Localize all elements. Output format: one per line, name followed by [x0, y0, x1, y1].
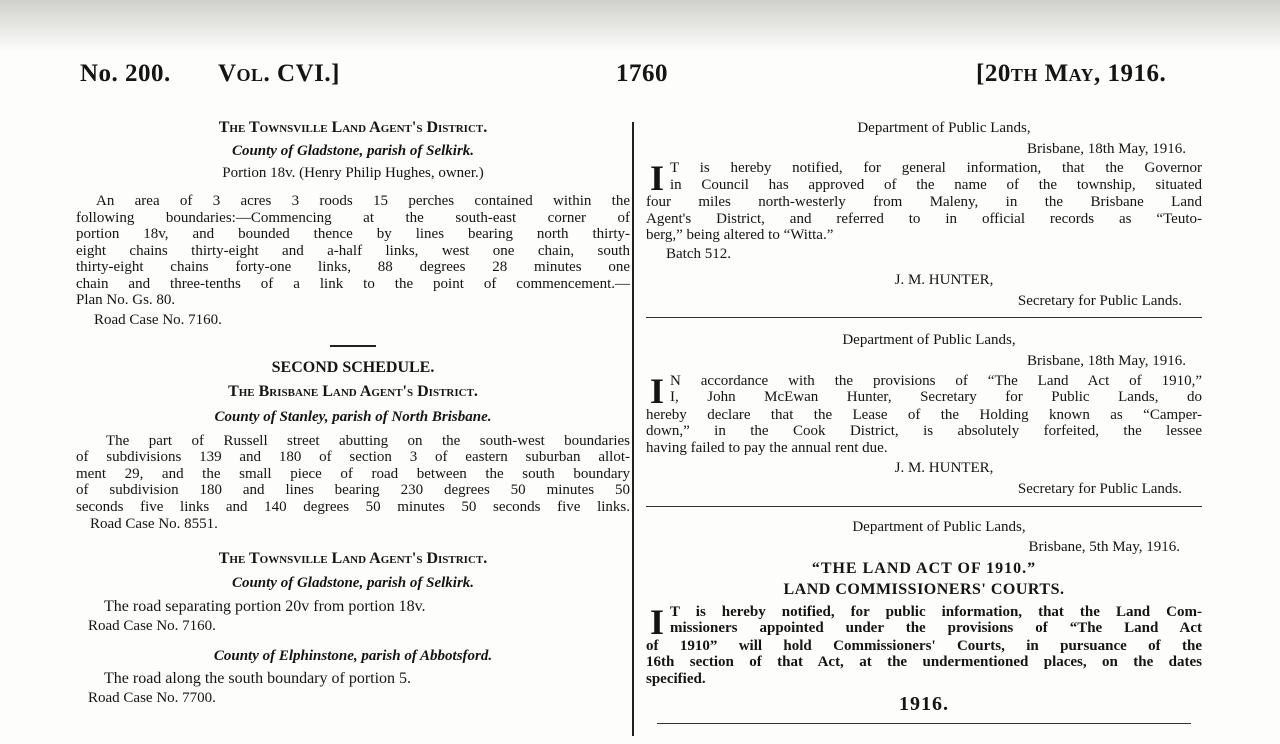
courts-notice: I T is hereby notified, for public information, that the Land Com- missioners appointed under the provisions of “The Land Act of 1910” will hold Commissioners' Courts, in pursuance of the 16th section of that Act, at the undermentioned places, on the dates specified.: [646, 601, 1202, 687]
section-rule: [330, 345, 376, 347]
page-number: 1760: [616, 60, 668, 87]
department-name: Department of Public Lands,: [842, 332, 1016, 349]
road-case: Road Case No. 7160.: [88, 617, 216, 634]
county-parish: County of Elphinstone, parish of Abbotsford.: [213, 647, 493, 664]
year-heading: 1916.: [899, 693, 949, 716]
drop-cap: I: [650, 601, 665, 642]
signatory-title: Secretary for Public Lands.: [1017, 481, 1182, 498]
batch-number: Batch 512.: [666, 246, 731, 263]
department-name: Department of Public Lands,: [852, 518, 1026, 535]
department-name: Department of Public Lands,: [857, 120, 1031, 136]
county-parish: County of Gladstone, parish of Selkirk.: [231, 142, 475, 159]
portion-owner: Portion 18v. (Henry Philip Hughes, owner.): [222, 165, 484, 182]
road-description: The road separating portion 20v from portion 18v.: [104, 598, 426, 616]
drop-cap: I: [650, 158, 665, 199]
second-schedule-title: SECOND SCHEDULE.: [271, 358, 435, 376]
place-date: Brisbane, 18th May, 1916.: [1026, 140, 1186, 157]
district-heading: The Brisbane Land Agent's District.: [228, 383, 478, 401]
drop-cap: I: [650, 370, 665, 411]
road-description: The road along the south boundary of portion 5.: [104, 670, 412, 688]
road-case: Road Case No. 7700.: [88, 690, 216, 707]
district-heading: The Townsville Land Agent's District.: [218, 549, 488, 567]
signature: J. M. HUNTER,: [894, 460, 994, 477]
notice-separator: [646, 506, 1202, 507]
road-case: Road Case No. 8551.: [90, 516, 218, 533]
right-column: [646, 120, 1202, 724]
road-case: Road Case No. 7160.: [94, 311, 222, 328]
signature: J. M. HUNTER,: [894, 271, 994, 288]
courts-title: LAND COMMISSIONERS' COURTS.: [783, 580, 1065, 598]
act-title: “THE LAND ACT OF 1910.”: [811, 560, 1037, 578]
issue-date: [20th May, 1916.: [976, 60, 1167, 87]
volume-number: Vol. CVI.]: [218, 60, 340, 87]
township-notice: I T is hereby notified, for general information, that the Governor in Council has approved of the name of the township, situated four miles north-westerly from Maleny, in the Brisbane Land Agent's District, and referred to in official records as “Teuto- berg,” being altered to “Witta.”: [646, 158, 1202, 244]
signatory-title: Secretary for Public Lands.: [1017, 292, 1182, 309]
county-parish: County of Stanley, parish of North Brisbane.: [214, 408, 492, 425]
boundary-description: An area of 3 acres 3 roods 15 perches contained within the following boundaries:—Commencing at the south-east corner of portion 18v, and bounded thence by lines bearing north thirty- eight chains thirty-eight and a-half links, west one chain, south thirty-eight chains forty-one links, 88 degrees 28 minutes one chain and three-tenths of a link to the point of commencement.— Plan No. Gs. 80.: [76, 193, 630, 309]
place-date: Brisbane, 18th May, 1916.: [1026, 352, 1186, 369]
issue-number: No. 200.: [80, 60, 171, 87]
left-column: [76, 120, 630, 707]
place-date: Brisbane, 5th May, 1916.: [1028, 539, 1180, 556]
column-divider: [632, 122, 634, 736]
district-heading: The Townsville Land Agent's District.: [218, 119, 488, 136]
notice-separator: [646, 317, 1202, 318]
road-description: The part of Russell street abutting on the south-west boundaries of subdivisions 139 and 180 of section 3 of eastern suburban allot- ment 29, and the small piece of road between the south boundary of subdivision 180 and lines bearing 230 degrees 50 minutes 50 seconds five links and 140 degrees 50 minutes 50 seconds five links.: [76, 432, 630, 515]
county-parish: County of Gladstone, parish of Selkirk.: [231, 574, 475, 591]
scan-shadow: [0, 0, 1280, 52]
forfeiture-notice: I N accordance with the provisions of “The Land Act of 1910,” I, John McEwan Hunter, Secretary for Public Lands, do hereby declare that the Lease of the Holding known as “Camper- down,” in the Cook District, is absolutely forfeited, the lessee having failed to pay the annual rent due.: [646, 370, 1202, 456]
section-rule: [657, 723, 1191, 724]
